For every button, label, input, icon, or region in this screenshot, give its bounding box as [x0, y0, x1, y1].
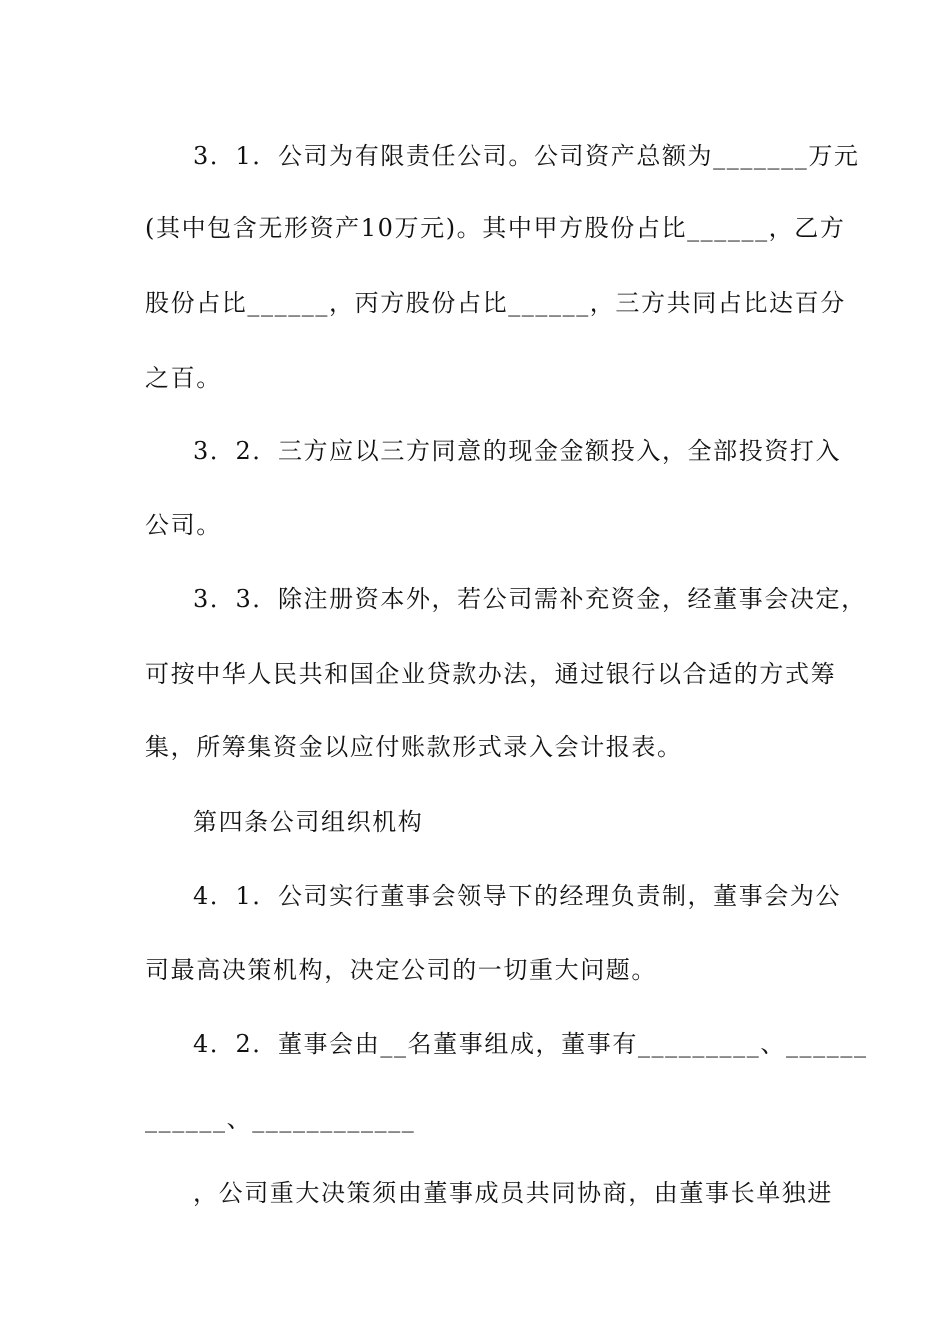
- paragraph-3-2-line-1: 3．2．三方应以三方同意的现金金额投入，全部投资打入: [193, 437, 842, 465]
- paragraph-4-2-line-3: ，公司重大决策须由董事成员共同协商，由董事长单独进: [193, 1179, 833, 1207]
- paragraph-3-1-line-1: 3．1．公司为有限责任公司。公司资产总额为_______万元: [193, 142, 860, 170]
- paragraph-4-2-line-1: 4．2．董事会由__名董事组成，董事有_________、______: [193, 1030, 868, 1058]
- paragraph-3-1-line-2: (其中包含无形资产10万元)。其中甲方股份占比______，乙方: [145, 214, 846, 242]
- paragraph-3-3-line-2: 可按中华人民共和国企业贷款办法，通过银行以合适的方式筹: [145, 660, 837, 688]
- paragraph-4-1-line-1: 4．1．公司实行董事会领导下的经理负责制，董事会为公: [193, 882, 842, 910]
- paragraph-3-1-line-3: 股份占比______，丙方股份占比______，三方共同占比达百分: [145, 289, 846, 317]
- section-heading: 第四条公司组织机构: [193, 808, 424, 836]
- paragraph-3-2-line-2: 公司。: [145, 511, 222, 539]
- paragraph-3-3-line-3: 集，所筹集资金以应付账款形式录入会计报表。: [145, 733, 683, 761]
- paragraph-3-1-line-4: 之百。: [145, 364, 222, 392]
- paragraph-4-2-line-2: ______、____________: [145, 1105, 416, 1133]
- paragraph-3-3-line-1: 3．3．除注册资本外，若公司需补充资金，经董事会决定，: [193, 585, 867, 613]
- paragraph-4-1-line-2: 司最高决策机构，决定公司的一切重大问题。: [145, 956, 657, 984]
